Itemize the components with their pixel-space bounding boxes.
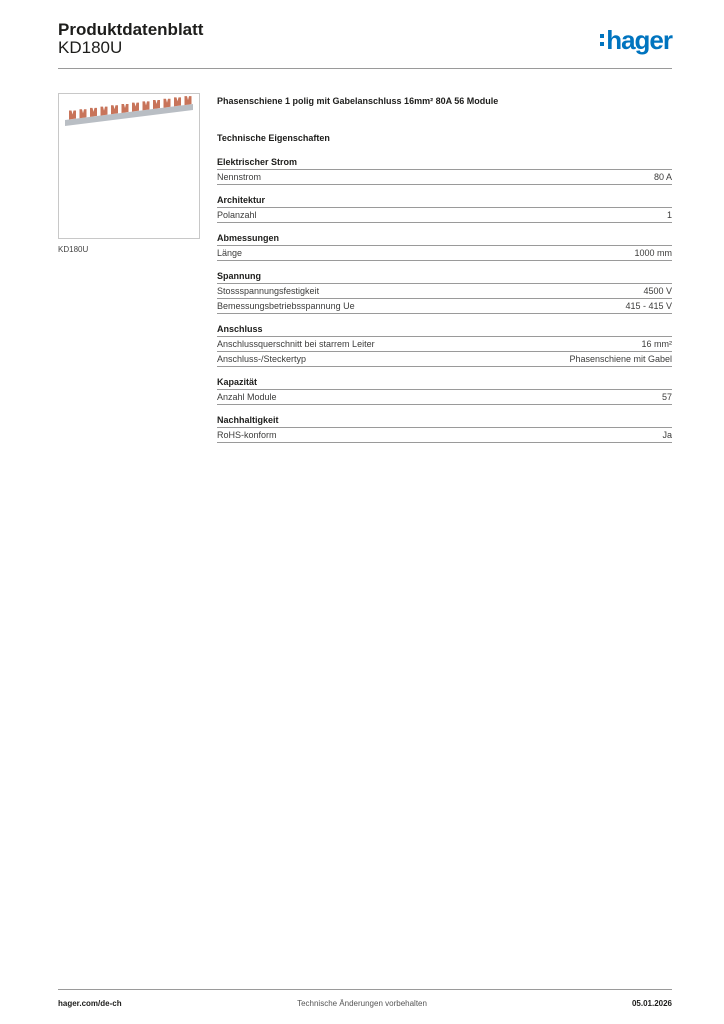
spec-group xyxy=(217,377,672,405)
spec-row xyxy=(217,170,672,185)
spec-group-title: Nachhaltigkeit xyxy=(217,415,672,428)
spec-value: 415 - 415 V xyxy=(625,301,672,311)
spec-value: 1000 mm xyxy=(634,248,672,258)
image-caption: KD180U xyxy=(58,245,89,254)
busbar-picture xyxy=(59,94,199,238)
spec-row xyxy=(217,246,672,261)
busbar-fork-prong xyxy=(122,104,129,113)
spec-value: 80 A xyxy=(653,172,672,182)
spec-row xyxy=(217,208,672,223)
spec-label: Länge xyxy=(217,248,243,258)
busbar-fork-prong xyxy=(80,109,87,118)
logo-wordmark: hager xyxy=(606,25,672,55)
spec-group xyxy=(217,233,672,261)
spec-group-title: Architektur xyxy=(217,195,672,208)
specification-panel xyxy=(217,96,672,453)
spec-label: Anzahl Module xyxy=(217,392,277,402)
busbar-fork-prong xyxy=(185,96,192,105)
logo-dots-icon xyxy=(600,34,604,46)
spec-value: Phasenschiene mit Gabel xyxy=(569,354,672,364)
spec-value: 57 xyxy=(661,392,672,402)
spec-value: 4500 V xyxy=(643,286,672,296)
spec-value: 16 mm² xyxy=(641,339,672,349)
spec-label: Nennstrom xyxy=(217,172,262,182)
spec-group-title: Anschluss xyxy=(217,324,672,337)
busbar-fork-prong xyxy=(90,108,97,117)
hager-logo xyxy=(600,27,672,53)
busbar-fork-prong xyxy=(101,107,108,116)
spec-label: Anschlussquerschnitt bei starrem Leiter xyxy=(217,339,375,349)
header-divider xyxy=(58,68,672,69)
product-image xyxy=(58,93,200,239)
spec-group xyxy=(217,195,672,223)
busbar-fork-prong xyxy=(111,105,118,114)
spec-group xyxy=(217,415,672,443)
spec-row xyxy=(217,284,672,299)
busbar-fork-prong xyxy=(69,111,76,120)
spec-label: Polanzahl xyxy=(217,210,257,220)
spec-row xyxy=(217,428,672,443)
spec-row xyxy=(217,352,672,367)
spec-value: Ja xyxy=(662,430,672,440)
product-code: KD180U xyxy=(58,38,123,57)
product-title: Phasenschiene 1 polig mit Gabelanschluss 16mm² 80A 56 Module xyxy=(217,96,499,106)
spec-group-title: Spannung xyxy=(217,271,672,284)
spec-label: Bemessungsbetriebsspannung Ue xyxy=(217,301,355,311)
spec-row xyxy=(217,299,672,314)
document-title: Produktdatenblatt xyxy=(58,20,204,39)
busbar-fork-prong xyxy=(132,103,139,112)
busbar-fork-prong xyxy=(164,99,171,108)
spec-group xyxy=(217,271,672,314)
spec-value: 1 xyxy=(666,210,672,220)
spec-group-title: Abmessungen xyxy=(217,233,672,246)
footer-divider xyxy=(58,989,672,990)
section-heading: Technische Eigenschaften xyxy=(217,133,330,143)
footer-date: 05.01.2026 xyxy=(631,999,672,1008)
spec-label: Anschluss-/Steckertyp xyxy=(217,354,307,364)
spec-group xyxy=(217,324,672,367)
spec-row xyxy=(217,337,672,352)
footer-website: hager.com/de-ch xyxy=(58,999,122,1008)
spec-row xyxy=(217,390,672,405)
spec-group-title: Elektrischer Strom xyxy=(217,157,672,170)
busbar-fork-prong xyxy=(153,100,160,109)
spec-label: RoHS-konform xyxy=(217,430,277,440)
spec-group xyxy=(217,157,672,185)
spec-group-title: Kapazität xyxy=(217,377,672,390)
busbar-fork-prong xyxy=(174,97,181,106)
spec-label: Stossspannungsfestigkeit xyxy=(217,286,320,296)
footer-notice: Technische Änderungen vorbehalten xyxy=(297,999,427,1008)
busbar-fork-prong xyxy=(143,101,150,110)
spec-groups xyxy=(217,157,672,443)
